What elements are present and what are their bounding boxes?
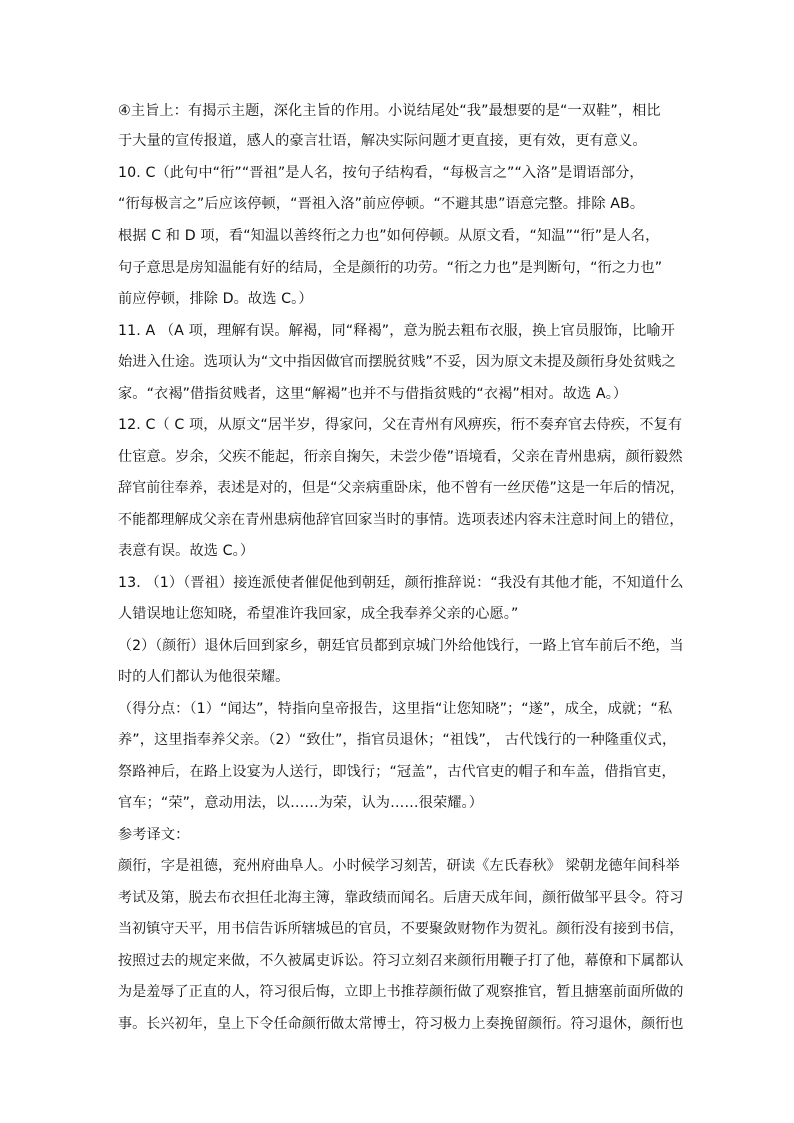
text-line: 根据 C 和 D 项，看“知温以善终衎之力也”如何停顿。从原文看，“知温”“衎”是人名， xyxy=(118,228,660,244)
text-line: 事。长兴初年，皇上下令任命颜衎做太常博士，符习极力上奏挽留颜衎。符习退休，颜衎也 xyxy=(118,1016,684,1032)
text-line: （得分点：（1）“闻达”，特指向皇帝报告，这里指“让您知晓”；“遂”，成全，成就；“私 xyxy=(118,701,673,717)
text-line: 仕宦意。岁余，父疾不能起，衎亲自掬矢，未尝少倦”语境看，父亲在青州患病，颜衎毅然 xyxy=(118,449,683,465)
text-line: 表意有误。故选 C。） xyxy=(118,543,255,559)
text-line: 于大量的宣传报道，感人的豪言壮语，解决实际问题才更直接，更有效，更有意义。 xyxy=(118,133,647,149)
text-line: 句子意思是房知温能有好的结局，全是颜衎的功劳。“衎之力也”是判断句，“衎之力也” xyxy=(118,260,663,276)
text-line: ④主旨上：有揭示主题，深化主旨的作用。小说结尾处“我”最想要的是“一双鞋”，相比 xyxy=(118,103,661,119)
text-line: 家。“衣褐”借指贫贱者，这里“解褐”也并不与借指贫贱的“衣褐”相对。故选 A。） xyxy=(118,386,628,402)
text-line: 10. C（此句中“衎”“晋祖”是人名，按句子结构看，“每极言之”“入洛”是谓语部分， xyxy=(118,165,644,181)
text-line: 不能都理解成父亲在青州患病他辞官回家当时的事情。选项表述内容未注意时间上的错位， xyxy=(118,512,684,528)
text-line: “衎每极言之”后应该停顿，“晋祖入洛”前应停顿。“不避其患”语意完整。排除 AB。 xyxy=(118,196,645,212)
text-line: 为是羞辱了正直的人，符习很后悔，立即上书推荐颜衎做了观察推官，暂且搪塞前面所做的 xyxy=(118,984,684,1000)
text-line: 始进入仕途。选项认为“文中指因做官而摆脱贫贱”不妥，因为原文未提及颜衎身处贫贱之 xyxy=(118,354,676,370)
text-line: 11. A （A 项，理解有误。解褐，同“释褐”，意为脱去粗布衣服，换上官员服饰，比喻开 xyxy=(118,323,675,339)
text-line: 参考译文： xyxy=(118,827,190,843)
text-line: 按照过去的规定来做，不久被属吏诉讼。符习立刻召来颜衎用鞭子打了他，幕僚和下属都认 xyxy=(118,953,684,969)
text-line: 颜衎，字是祖德，兖州府曲阜人。小时候学习刻苦，研读《左氏春秋》 梁朝龙德年间科举 xyxy=(118,858,680,874)
text-line: 13. （1）（晋祖）接连派使者催促他到朝廷，颜衎推辞说：“我没有其他才能，不知道什么 xyxy=(118,575,684,591)
text-line: （2）（颜衎）退休后回到家乡，朝廷官员都到京城门外给他饯行，一路上官车前后不绝，当 xyxy=(118,638,684,654)
text-line: 12. C（ C 项，从原文“居半岁，得家问，父在青州有风痹疾，衎不奏弃官去侍疾，不复有 xyxy=(118,417,683,433)
text-line: 时的人们都认为他很荣耀。 xyxy=(118,669,290,685)
text-line: 辞官前往奉养，表述是对的，但是“父亲病重卧床，他不曾有一丝厌倦”这是一年后的情况， xyxy=(118,480,685,496)
text-line: 祭路神后，在路上设宴为人送行，即饯行；“冠盖”，古代官吏的帽子和车盖，借指官吏， xyxy=(118,764,676,780)
text-line: 养”，这里指奉养父亲。（2）“致仕”，指官员退休；“祖饯”， 古代饯行的一种隆重仪式， xyxy=(118,732,677,748)
text-line: 前应停顿，排除 D。故选 C。） xyxy=(118,291,313,307)
text-line: 考试及第，脱去布衣担任北海主簿，靠政绩而闻名。后唐天成年间，颜衎做邹平县令。符习 xyxy=(118,890,684,906)
text-line: 人错误地让您知晓，希望准许我回家，成全我奉养父亲的心愿。” xyxy=(118,606,519,622)
text-line: 当初镇守天平，用书信告诉所辖城邑的官员，不要聚敛财物作为贺礼。颜衎没有接到书信， xyxy=(118,921,684,937)
text-line: 官车；“荣”，意动用法，以……为荣，认为……很荣耀。） xyxy=(118,795,483,811)
